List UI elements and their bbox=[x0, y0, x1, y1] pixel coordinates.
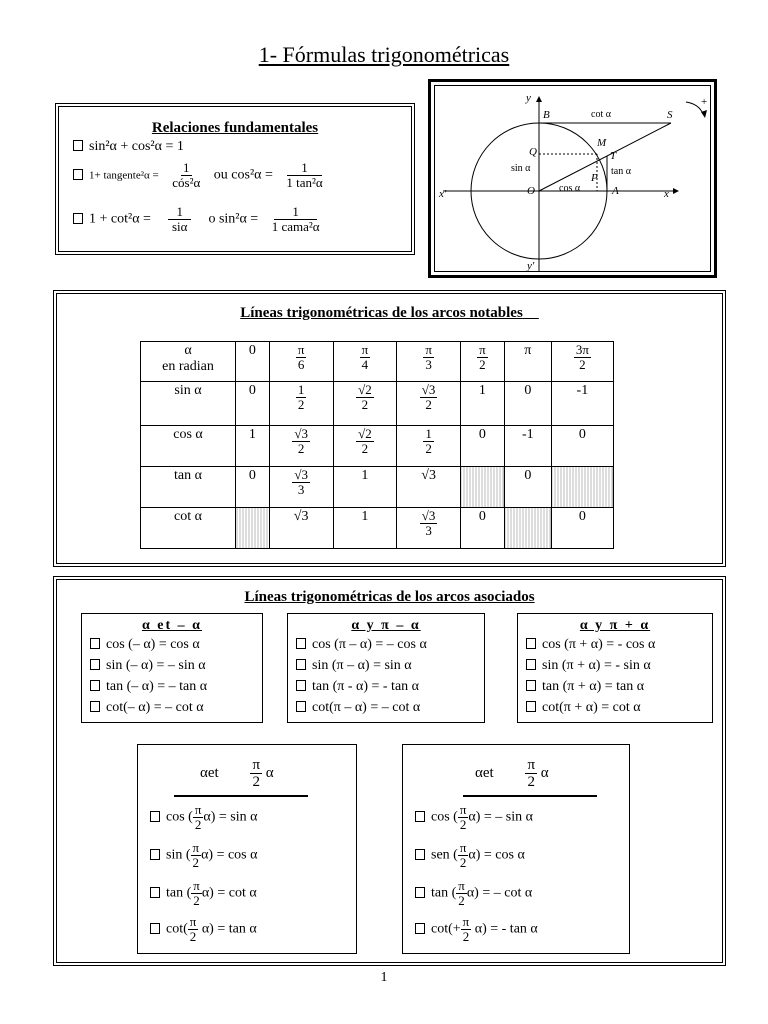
label-cos: cos α bbox=[559, 183, 581, 194]
label-Q: Q bbox=[529, 146, 537, 158]
notable-table bbox=[140, 341, 614, 549]
row-label: cos α bbox=[141, 426, 236, 467]
box-pi2-plus-alpha: αet $\frac{\pi}{2}$ α cos ( $\frac{\pi}{2}$ α) = – sin α sen ( $\frac{\pi}{2}$ α) = cos α tan ( $\frac{\pi}{2}$ α) = – cot α cot(+ $\frac{\pi}{2}$ α) = - tan α bbox=[402, 744, 630, 954]
label-B: B bbox=[543, 109, 550, 121]
box-pi-minus-alpha: α y π – α cos (π – α) = – cos α sin (π – α) = sin α tan (π - α) = - tan α cot(π – α) = – cot α bbox=[287, 613, 485, 723]
label-T: T bbox=[610, 150, 617, 162]
bullet-icon bbox=[526, 659, 536, 670]
table-cell: 1 bbox=[236, 426, 270, 467]
orientation-plus: + bbox=[701, 96, 708, 108]
bullet-icon bbox=[90, 680, 100, 691]
label-A: A bbox=[612, 185, 619, 197]
box4-rule bbox=[174, 795, 308, 797]
bullet-icon bbox=[526, 701, 536, 712]
table-cell: 0 bbox=[551, 426, 613, 467]
header-cell: 0 bbox=[236, 342, 270, 382]
page-number: 1 bbox=[380, 970, 388, 985]
table-cell: $\frac{1}{2}$ bbox=[269, 382, 333, 426]
bullet-icon bbox=[415, 923, 425, 934]
bullet-icon bbox=[526, 638, 536, 649]
table-cell: -1 bbox=[504, 426, 551, 467]
header-cell: $\frac{\pi}{2}$ bbox=[460, 342, 504, 382]
label-x: x bbox=[664, 188, 669, 200]
table-row bbox=[141, 426, 614, 467]
bullet-icon bbox=[296, 659, 306, 670]
notable-title: Líneas trigonométricas de los arcos notables bbox=[240, 305, 523, 321]
relation-3: 1 + cot²α = $\frac{1}{\text{siα}}$ o sin²α = $\frac{1}{\text{1 cama²α}}$ bbox=[73, 205, 322, 234]
undefined-cell bbox=[504, 508, 551, 549]
table-cell: $\frac{√2}{2}$ bbox=[333, 426, 397, 467]
bullet-icon bbox=[150, 811, 160, 822]
page-title: 1- Fórmulas trigonométricas bbox=[258, 42, 510, 67]
bullet-icon bbox=[415, 811, 425, 822]
associated-arcs-section bbox=[53, 576, 726, 966]
bullet-icon bbox=[90, 638, 100, 649]
table-cell: $\frac{√3}{3}$ bbox=[269, 467, 333, 508]
box-neg-alpha: α et – α cos (– α) = cos α sin (– α) = – sin α tan (– α) = – tan α cot(– α) = – cot α bbox=[81, 613, 263, 723]
label-yp: y' bbox=[527, 260, 535, 272]
relation-1: sin²α + cos²α = 1 bbox=[73, 139, 184, 155]
label-xp: x' bbox=[439, 188, 447, 200]
table-cell: 0 bbox=[460, 508, 504, 549]
undefined-cell bbox=[460, 467, 504, 508]
box-pi-minus-title: α y π – α bbox=[351, 618, 421, 633]
table-cell: 0 bbox=[551, 508, 613, 549]
label-O: O bbox=[527, 185, 535, 197]
bullet-icon bbox=[150, 887, 160, 898]
trig-circle-box bbox=[428, 79, 717, 278]
relation-2: 1+ tangente²α = $\frac{1}{\text{cós²α}}$ ou cos²α = $\frac{1}{\text{1 tan²α}}$ bbox=[73, 161, 325, 190]
bullet-icon bbox=[73, 169, 83, 180]
box5-header: αet $\frac{\pi}{2}$ α bbox=[475, 757, 549, 790]
box-pi2-minus-alpha: αet $\frac{\pi}{2}$ α cos ( $\frac{\pi}{2}$ α) = sin α sin ( $\frac{\pi}{2}$ α) = cos α tan ( $\frac{\pi}{2}$ α) = cot α cot( $\frac{\pi}{2}$ α) = tan α bbox=[137, 744, 357, 954]
table-cell: $\frac{√3}{2}$ bbox=[269, 426, 333, 467]
box5-rule bbox=[463, 795, 597, 797]
table-cell: 0 bbox=[504, 467, 551, 508]
bullet-icon bbox=[296, 701, 306, 712]
bullet-icon bbox=[296, 680, 306, 691]
table-cell: $\frac{1}{2}$ bbox=[397, 426, 461, 467]
box4-header: αet $\frac{\pi}{2}$ α bbox=[200, 757, 274, 790]
header-cell: $\frac{\pi}{4}$ bbox=[333, 342, 397, 382]
table-cell: $\frac{√3}{2}$ bbox=[397, 382, 461, 426]
header-label: α en radian bbox=[141, 342, 236, 382]
table-cell: 0 bbox=[236, 382, 270, 426]
table-cell: $\frac{√2}{2}$ bbox=[333, 382, 397, 426]
table-cell: 0 bbox=[460, 426, 504, 467]
bullet-icon bbox=[296, 638, 306, 649]
label-tan: tan α bbox=[611, 166, 631, 177]
fundamental-title: Relaciones fundamentales bbox=[151, 120, 319, 136]
table-cell: 1 bbox=[460, 382, 504, 426]
box-neg-alpha-title: α et – α bbox=[141, 618, 202, 633]
header-cell: $\frac{\pi}{3}$ bbox=[397, 342, 461, 382]
header-cell: π bbox=[504, 342, 551, 382]
row-label: tan α bbox=[141, 467, 236, 508]
bullet-icon bbox=[415, 849, 425, 860]
table-row bbox=[141, 508, 614, 549]
bullet-icon bbox=[90, 659, 100, 670]
undefined-cell bbox=[236, 508, 270, 549]
label-y: y bbox=[526, 92, 531, 104]
bullet-icon bbox=[150, 849, 160, 860]
undefined-cell bbox=[551, 467, 613, 508]
label-S: S bbox=[667, 109, 673, 121]
bullet-icon bbox=[73, 213, 83, 224]
bullet-icon bbox=[90, 701, 100, 712]
row-label: cot α bbox=[141, 508, 236, 549]
table-row bbox=[141, 382, 614, 426]
label-sin: sin α bbox=[511, 163, 531, 174]
row-label: sin α bbox=[141, 382, 236, 426]
header-cell: $\frac{3\pi}{2}$ bbox=[551, 342, 613, 382]
table-cell: -1 bbox=[551, 382, 613, 426]
box-pi-plus-title: α y π + α bbox=[579, 618, 651, 633]
table-cell: 0 bbox=[236, 467, 270, 508]
associated-title: Líneas trigonométricas de los arcos asociados bbox=[244, 589, 535, 605]
table-cell: √3 bbox=[397, 467, 461, 508]
bullet-icon bbox=[415, 887, 425, 898]
header-cell: $\frac{\pi}{6}$ bbox=[269, 342, 333, 382]
notable-arcs-section bbox=[53, 290, 726, 567]
table-cell: $\frac{√3}{3}$ bbox=[397, 508, 461, 549]
bullet-icon bbox=[526, 680, 536, 691]
table-row bbox=[141, 467, 614, 508]
label-P: P bbox=[591, 172, 598, 184]
fundamental-relations-box bbox=[55, 103, 415, 255]
bullet-icon bbox=[150, 923, 160, 934]
table-cell: 1 bbox=[333, 467, 397, 508]
table-cell: √3 bbox=[269, 508, 333, 549]
box-pi-plus-alpha: α y π + α cos (π + α) = - cos α sin (π + α) = - sin α tan (π + α) = tan α cot(π + α) = cot α bbox=[517, 613, 713, 723]
bullet-icon bbox=[73, 140, 83, 151]
table-cell: 0 bbox=[504, 382, 551, 426]
label-cot: cot α bbox=[591, 109, 611, 120]
table-header-row bbox=[141, 342, 614, 382]
label-M: M bbox=[597, 137, 607, 149]
table-cell: 1 bbox=[333, 508, 397, 549]
